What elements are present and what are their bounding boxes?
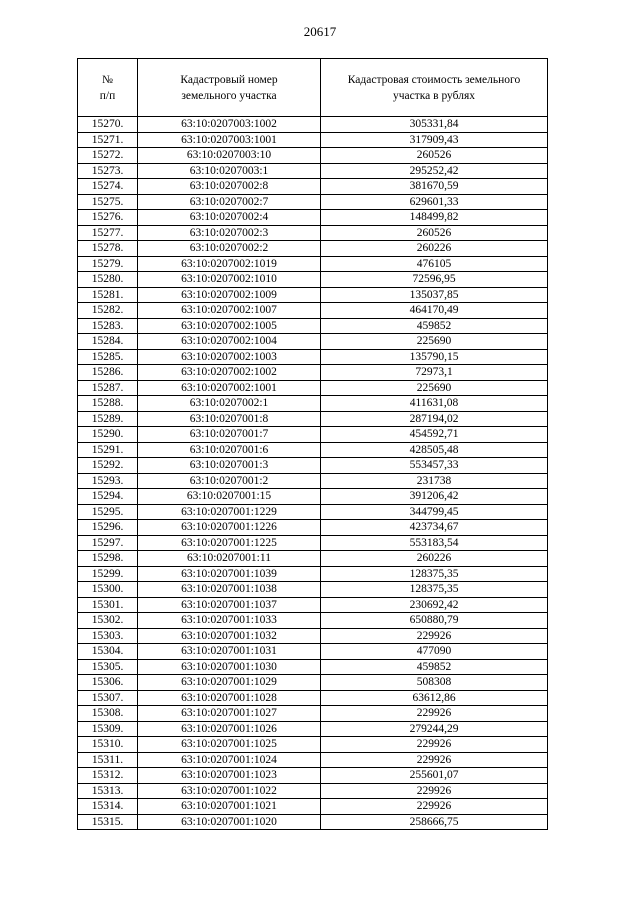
table-row bbox=[78, 551, 548, 567]
row-number: 15305. bbox=[78, 659, 138, 675]
row-number: 15298. bbox=[78, 551, 138, 567]
cadastral-number: 63:10:0207001:1025 bbox=[138, 737, 321, 753]
cadastral-number: 63:10:0207003:10 bbox=[138, 148, 321, 164]
row-number: 15304. bbox=[78, 644, 138, 660]
cadastral-number: 63:10:0207001:1024 bbox=[138, 752, 321, 768]
cadastral-value: 459852 bbox=[321, 659, 548, 675]
cadastral-number: 63:10:0207001:1027 bbox=[138, 706, 321, 722]
table-row bbox=[78, 768, 548, 784]
table-row bbox=[78, 148, 548, 164]
cadastral-number: 63:10:0207001:1038 bbox=[138, 582, 321, 598]
cadastral-value: 229926 bbox=[321, 799, 548, 815]
cadastral-number: 63:10:0207002:1010 bbox=[138, 272, 321, 288]
table-row bbox=[78, 737, 548, 753]
header-cadastral-line2: земельного участка bbox=[181, 89, 277, 102]
cadastral-value: 477090 bbox=[321, 644, 548, 660]
table-row bbox=[78, 117, 548, 133]
cadastral-value: 476105 bbox=[321, 256, 548, 272]
cadastral-value: 72596,95 bbox=[321, 272, 548, 288]
table-row bbox=[78, 473, 548, 489]
row-number: 15274. bbox=[78, 179, 138, 195]
row-number: 15290. bbox=[78, 427, 138, 443]
row-number: 15284. bbox=[78, 334, 138, 350]
cadastral-value: 135790,15 bbox=[321, 349, 548, 365]
cadastral-number: 63:10:0207002:1019 bbox=[138, 256, 321, 272]
table-row bbox=[78, 814, 548, 830]
table-row bbox=[78, 721, 548, 737]
cadastral-number: 63:10:0207003:1001 bbox=[138, 132, 321, 148]
row-number: 15314. bbox=[78, 799, 138, 815]
cadastral-number: 63:10:0207001:1033 bbox=[138, 613, 321, 629]
table-row bbox=[78, 256, 548, 272]
cadastral-value: 295252,42 bbox=[321, 163, 548, 179]
cadastral-value: 260226 bbox=[321, 241, 548, 257]
cadastral-number: 63:10:0207001:6 bbox=[138, 442, 321, 458]
cadastral-value: 629601,33 bbox=[321, 194, 548, 210]
table-row bbox=[78, 225, 548, 241]
table-row bbox=[78, 489, 548, 505]
row-number: 15312. bbox=[78, 768, 138, 784]
table-row bbox=[78, 520, 548, 536]
cadastral-number: 63:10:0207001:7 bbox=[138, 427, 321, 443]
row-number: 15309. bbox=[78, 721, 138, 737]
row-number: 15280. bbox=[78, 272, 138, 288]
row-number: 15278. bbox=[78, 241, 138, 257]
row-number: 15302. bbox=[78, 613, 138, 629]
cadastral-number: 63:10:0207002:2 bbox=[138, 241, 321, 257]
row-number: 15296. bbox=[78, 520, 138, 536]
table-row bbox=[78, 799, 548, 815]
table-row bbox=[78, 303, 548, 319]
cadastral-number: 63:10:0207002:1001 bbox=[138, 380, 321, 396]
row-number: 15273. bbox=[78, 163, 138, 179]
cadastral-value: 317909,43 bbox=[321, 132, 548, 148]
table-row bbox=[78, 690, 548, 706]
row-number: 15289. bbox=[78, 411, 138, 427]
cadastral-number: 63:10:0207001:1021 bbox=[138, 799, 321, 815]
table-row bbox=[78, 241, 548, 257]
cadastral-number: 63:10:0207002:1002 bbox=[138, 365, 321, 381]
table-row bbox=[78, 287, 548, 303]
cadastral-value: 428505,48 bbox=[321, 442, 548, 458]
cadastral-number: 63:10:0207001:1030 bbox=[138, 659, 321, 675]
row-number: 15307. bbox=[78, 690, 138, 706]
cadastral-value: 464170,49 bbox=[321, 303, 548, 319]
cadastral-number: 63:10:0207001:1225 bbox=[138, 535, 321, 551]
cadastral-value: 72973,1 bbox=[321, 365, 548, 381]
row-number: 15279. bbox=[78, 256, 138, 272]
cadastral-value: 459852 bbox=[321, 318, 548, 334]
table-row bbox=[78, 210, 548, 226]
cadastral-number: 63:10:0207002:1004 bbox=[138, 334, 321, 350]
row-number: 15271. bbox=[78, 132, 138, 148]
row-number: 15315. bbox=[78, 814, 138, 830]
table-row bbox=[78, 334, 548, 350]
cadastral-value: 258666,75 bbox=[321, 814, 548, 830]
row-number: 15281. bbox=[78, 287, 138, 303]
cadastral-number: 63:10:0207001:1020 bbox=[138, 814, 321, 830]
cadastral-value: 344799,45 bbox=[321, 504, 548, 520]
cadastral-number: 63:10:0207001:2 bbox=[138, 473, 321, 489]
row-number: 15303. bbox=[78, 628, 138, 644]
row-number: 15272. bbox=[78, 148, 138, 164]
cadastral-value: 454592,71 bbox=[321, 427, 548, 443]
header-number-line1: № bbox=[102, 73, 113, 86]
cadastral-value: 411631,08 bbox=[321, 396, 548, 412]
cadastral-value: 423734,67 bbox=[321, 520, 548, 536]
cadastral-value: 508308 bbox=[321, 675, 548, 691]
table-row bbox=[78, 132, 548, 148]
row-number: 15286. bbox=[78, 365, 138, 381]
cadastral-number: 63:10:0207002:8 bbox=[138, 179, 321, 195]
row-number: 15310. bbox=[78, 737, 138, 753]
row-number: 15285. bbox=[78, 349, 138, 365]
row-number: 15308. bbox=[78, 706, 138, 722]
cadastral-number: 63:10:0207002:1003 bbox=[138, 349, 321, 365]
cadastral-number: 63:10:0207001:1023 bbox=[138, 768, 321, 784]
row-number: 15291. bbox=[78, 442, 138, 458]
table-body bbox=[78, 117, 548, 830]
table-row bbox=[78, 566, 548, 582]
table-row bbox=[78, 194, 548, 210]
cadastral-number: 63:10:0207001:15 bbox=[138, 489, 321, 505]
cadastral-value: 279244,29 bbox=[321, 721, 548, 737]
row-number: 15287. bbox=[78, 380, 138, 396]
table-row bbox=[78, 659, 548, 675]
row-number: 15292. bbox=[78, 458, 138, 474]
table-row bbox=[78, 411, 548, 427]
row-number: 15313. bbox=[78, 783, 138, 799]
cadastral-number: 63:10:0207001:1022 bbox=[138, 783, 321, 799]
row-number: 15288. bbox=[78, 396, 138, 412]
cadastral-value: 260226 bbox=[321, 551, 548, 567]
table-row bbox=[78, 396, 548, 412]
cadastral-number: 63:10:0207002:4 bbox=[138, 210, 321, 226]
cadastral-number: 63:10:0207001:1229 bbox=[138, 504, 321, 520]
row-number: 15294. bbox=[78, 489, 138, 505]
table-row bbox=[78, 504, 548, 520]
cadastral-number: 63:10:0207002:1 bbox=[138, 396, 321, 412]
row-number: 15275. bbox=[78, 194, 138, 210]
row-number: 15283. bbox=[78, 318, 138, 334]
table-row bbox=[78, 675, 548, 691]
cadastral-number: 63:10:0207001:1031 bbox=[138, 644, 321, 660]
cadastral-number: 63:10:0207001:3 bbox=[138, 458, 321, 474]
header-cadastral-value bbox=[321, 59, 548, 117]
cadastral-number: 63:10:0207001:1026 bbox=[138, 721, 321, 737]
cadastral-number: 63:10:0207001:1226 bbox=[138, 520, 321, 536]
cadastral-value: 128375,35 bbox=[321, 566, 548, 582]
row-number: 15299. bbox=[78, 566, 138, 582]
row-number: 15311. bbox=[78, 752, 138, 768]
header-row bbox=[78, 59, 548, 117]
cadastral-number: 63:10:0207001:8 bbox=[138, 411, 321, 427]
table-row bbox=[78, 706, 548, 722]
cadastral-number: 63:10:0207002:1007 bbox=[138, 303, 321, 319]
row-number: 15301. bbox=[78, 597, 138, 613]
header-value-line2: участка в рублях bbox=[392, 89, 475, 102]
header-cadastral-line1: Кадастровый номер bbox=[180, 73, 278, 86]
row-number: 15300. bbox=[78, 582, 138, 598]
cadastral-value: 135037,85 bbox=[321, 287, 548, 303]
cadastral-number: 63:10:0207002:3 bbox=[138, 225, 321, 241]
cadastral-number: 63:10:0207002:7 bbox=[138, 194, 321, 210]
table-row bbox=[78, 272, 548, 288]
cadastral-value: 650880,79 bbox=[321, 613, 548, 629]
table-row bbox=[78, 628, 548, 644]
cadastral-value: 230692,42 bbox=[321, 597, 548, 613]
cadastral-value: 229926 bbox=[321, 783, 548, 799]
row-number: 15295. bbox=[78, 504, 138, 520]
header-cadastral-number bbox=[138, 59, 321, 117]
cadastral-number: 63:10:0207002:1009 bbox=[138, 287, 321, 303]
header-number bbox=[78, 59, 138, 117]
cadastral-number: 63:10:0207003:1002 bbox=[138, 117, 321, 133]
cadastral-value: 229926 bbox=[321, 628, 548, 644]
cadastral-value: 391206,42 bbox=[321, 489, 548, 505]
table-row bbox=[78, 442, 548, 458]
page-number: 20617 bbox=[303, 24, 337, 39]
table-row bbox=[78, 427, 548, 443]
table-header bbox=[78, 59, 548, 117]
header-number-line2: п/п bbox=[99, 89, 116, 102]
cadastral-number: 63:10:0207001:1039 bbox=[138, 566, 321, 582]
cadastral-table bbox=[77, 58, 548, 830]
cadastral-number: 63:10:0207002:1005 bbox=[138, 318, 321, 334]
row-number: 15276. bbox=[78, 210, 138, 226]
table-row bbox=[78, 458, 548, 474]
cadastral-number: 63:10:0207001:1032 bbox=[138, 628, 321, 644]
table-row bbox=[78, 752, 548, 768]
table-row bbox=[78, 318, 548, 334]
table-row bbox=[78, 582, 548, 598]
cadastral-value: 148499,82 bbox=[321, 210, 548, 226]
table-row bbox=[78, 783, 548, 799]
cadastral-value: 229926 bbox=[321, 752, 548, 768]
row-number: 15306. bbox=[78, 675, 138, 691]
table-row bbox=[78, 613, 548, 629]
table-row bbox=[78, 163, 548, 179]
cadastral-value: 225690 bbox=[321, 334, 548, 350]
cadastral-number: 63:10:0207001:1037 bbox=[138, 597, 321, 613]
cadastral-number: 63:10:0207001:1028 bbox=[138, 690, 321, 706]
cadastral-value: 381670,59 bbox=[321, 179, 548, 195]
table-row bbox=[78, 349, 548, 365]
cadastral-value: 255601,07 bbox=[321, 768, 548, 784]
row-number: 15277. bbox=[78, 225, 138, 241]
cadastral-value: 260526 bbox=[321, 148, 548, 164]
table-row bbox=[78, 644, 548, 660]
cadastral-value: 229926 bbox=[321, 737, 548, 753]
table-row bbox=[78, 535, 548, 551]
cadastral-value: 287194,02 bbox=[321, 411, 548, 427]
table-row bbox=[78, 365, 548, 381]
cadastral-value: 128375,35 bbox=[321, 582, 548, 598]
cadastral-number: 63:10:0207001:11 bbox=[138, 551, 321, 567]
row-number: 15270. bbox=[78, 117, 138, 133]
cadastral-value: 260526 bbox=[321, 225, 548, 241]
cadastral-value: 231738 bbox=[321, 473, 548, 489]
cadastral-number: 63:10:0207001:1029 bbox=[138, 675, 321, 691]
table-row bbox=[78, 597, 548, 613]
header-value-line1: Кадастровая стоимость земельного bbox=[347, 73, 521, 86]
row-number: 15293. bbox=[78, 473, 138, 489]
row-number: 15282. bbox=[78, 303, 138, 319]
row-number: 15297. bbox=[78, 535, 138, 551]
cadastral-value: 225690 bbox=[321, 380, 548, 396]
cadastral-value: 63612,86 bbox=[321, 690, 548, 706]
cadastral-value: 229926 bbox=[321, 706, 548, 722]
cadastral-value: 305331,84 bbox=[321, 117, 548, 133]
table-row bbox=[78, 380, 548, 396]
cadastral-value: 553457,33 bbox=[321, 458, 548, 474]
cadastral-value: 553183,54 bbox=[321, 535, 548, 551]
cadastral-number: 63:10:0207003:1 bbox=[138, 163, 321, 179]
table-row bbox=[78, 179, 548, 195]
